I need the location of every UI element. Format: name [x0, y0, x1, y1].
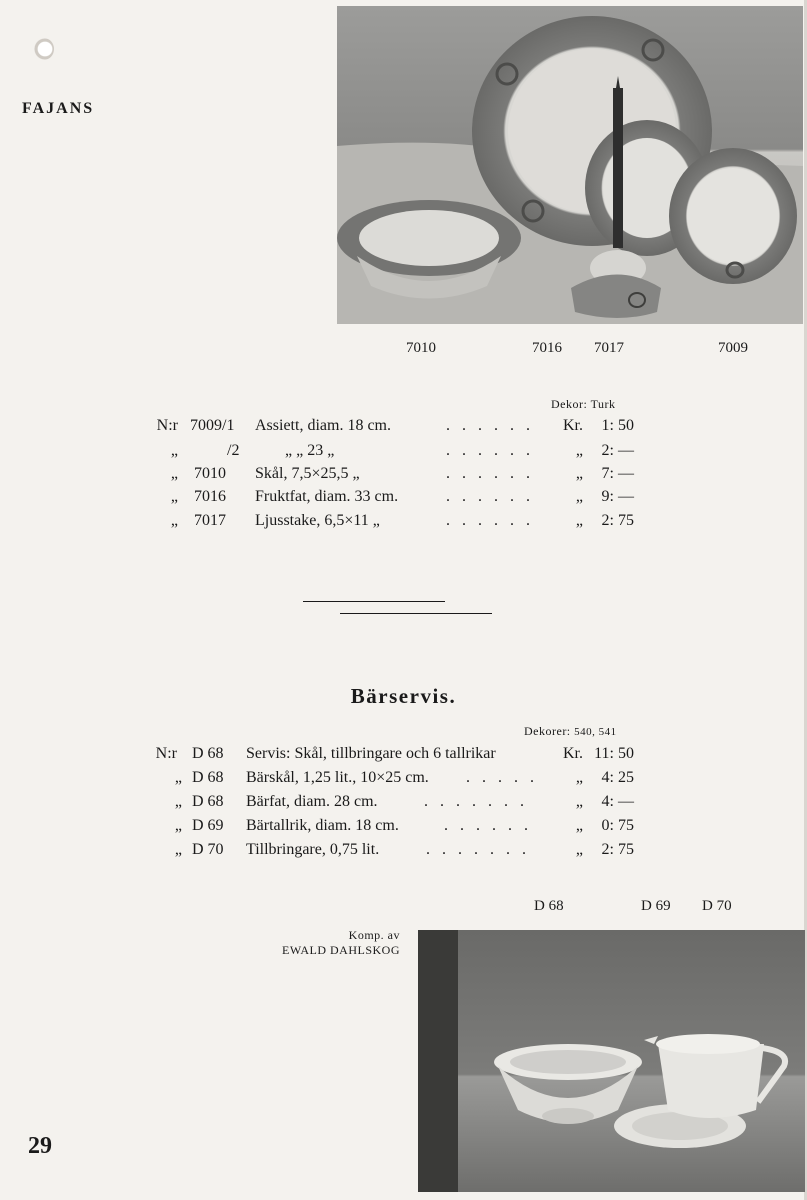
row-currency: „	[575, 817, 583, 834]
faience-photo	[337, 6, 803, 324]
row-prefix: „	[174, 769, 182, 786]
row-price: 0: 75	[601, 817, 634, 834]
row-price: 2: —	[601, 442, 634, 459]
binder-hole	[34, 38, 54, 60]
decor-label: Dekorer:	[524, 724, 571, 738]
price-row	[0, 417, 807, 439]
decor-header	[551, 397, 616, 412]
row-description: Bärtallrik, diam. 18 cm.	[246, 817, 399, 834]
price-row	[0, 465, 807, 487]
row-currency: Kr.	[563, 745, 583, 762]
row-description: Bärfat, diam. 28 cm.	[246, 793, 378, 810]
leader-dots: . . . . . .	[446, 512, 534, 529]
section-label: FAJANS	[22, 100, 95, 117]
leader-dots: . . . . . .	[446, 465, 534, 482]
page-number: 29	[28, 1133, 52, 1159]
credit-designer: EWALD DAHLSKOG	[282, 943, 400, 957]
row-prefix: N:r	[155, 745, 177, 762]
row-number: 7009/1	[190, 417, 235, 434]
row-prefix: „	[170, 442, 178, 459]
row-currency: „	[575, 488, 583, 505]
designer-credit	[232, 928, 400, 958]
row-number: D 68	[192, 769, 224, 786]
ref-number: D 68	[534, 898, 564, 914]
row-number: 7016	[194, 488, 226, 505]
price-row	[0, 793, 807, 815]
row-price: 2: 75	[601, 841, 634, 858]
row-currency: Kr.	[563, 417, 583, 434]
row-description: Assiett, diam. 18 cm.	[255, 417, 391, 434]
row-description: Ljusstake, 6,5×11 „	[255, 512, 380, 529]
price-row	[0, 817, 807, 839]
row-price: 11: 50	[594, 745, 634, 762]
decor-value: 540, 541	[574, 726, 617, 738]
row-description: Bärskål, 1,25 lit., 10×25 cm.	[246, 769, 429, 786]
divider	[340, 613, 492, 614]
leader-dots: . . . . . .	[446, 442, 534, 459]
row-currency: „	[575, 793, 583, 810]
row-number: D 69	[192, 817, 224, 834]
ref-number: 7017	[594, 340, 624, 356]
row-prefix: N:r	[156, 417, 178, 434]
leader-dots: . . . . . .	[444, 817, 532, 834]
section-title: Bärservis.	[350, 684, 457, 708]
row-currency: „	[575, 841, 583, 858]
row-description: Fruktfat, diam. 33 cm.	[255, 488, 399, 505]
ref-number: 7010	[406, 340, 436, 356]
leader-dots: . . . . .	[466, 769, 538, 786]
price-row	[0, 769, 807, 791]
row-currency: „	[575, 769, 583, 786]
ref-number: 7016	[532, 340, 562, 356]
row-description: Servis: Skål, tillbringare och 6 tallrikar	[246, 745, 496, 762]
divider	[303, 601, 445, 602]
row-number: 7010	[194, 465, 226, 482]
price-row	[0, 745, 807, 767]
berry-service-photo	[418, 930, 805, 1192]
leader-dots: . . . . . .	[446, 417, 534, 434]
row-description: Skål, 7,5×25,5 „	[255, 465, 360, 482]
row-number: D 68	[192, 745, 224, 762]
row-prefix: „	[174, 841, 182, 858]
row-price: 9: —	[601, 488, 634, 505]
row-prefix: „	[170, 488, 178, 505]
row-price: 4: 25	[601, 769, 634, 786]
ref-number: D 69	[641, 898, 671, 914]
ref-number: D 70	[702, 898, 732, 914]
row-price: 1: 50	[601, 417, 634, 434]
row-price: 7: —	[601, 465, 634, 482]
price-row	[0, 442, 807, 464]
row-number: D 68	[192, 793, 224, 810]
price-row	[0, 488, 807, 510]
row-description: Tillbringare, 0,75 lit.	[246, 841, 380, 858]
decor-value: Turk	[590, 397, 616, 411]
row-prefix: „	[170, 465, 178, 482]
leader-dots: . . . . . .	[446, 488, 534, 505]
row-number: /2	[227, 442, 240, 459]
price-row	[0, 512, 807, 534]
row-number: 7017	[194, 512, 226, 529]
row-prefix: „	[174, 793, 182, 810]
row-price: 4: —	[601, 793, 634, 810]
row-number: D 70	[192, 841, 224, 858]
row-description: „ „ 23 „	[285, 442, 335, 459]
credit-line: Komp. av	[348, 928, 400, 942]
row-prefix: „	[170, 512, 178, 529]
leader-dots: . . . . . . .	[426, 841, 530, 858]
row-currency: „	[575, 512, 583, 529]
row-price: 2: 75	[601, 512, 634, 529]
decor-label: Dekor:	[551, 397, 588, 411]
price-row	[0, 841, 807, 863]
row-currency: „	[575, 442, 583, 459]
row-prefix: „	[174, 817, 182, 834]
row-currency: „	[575, 465, 583, 482]
ref-number: 7009	[718, 340, 748, 356]
decor-header	[524, 724, 617, 739]
leader-dots: . . . . . . .	[424, 793, 528, 810]
